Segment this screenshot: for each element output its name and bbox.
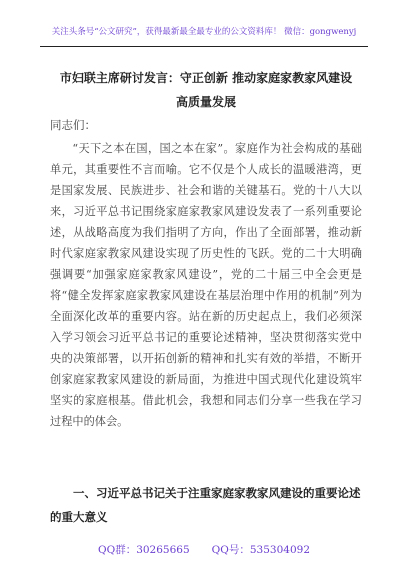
footer-contact: [0, 542, 408, 557]
header-divider: [40, 46, 368, 47]
footer-qq-number: QQ号：535304092: [211, 544, 310, 556]
salutation: 同志们：: [50, 118, 96, 132]
footer-qq-group: QQ群：30265665: [97, 544, 190, 556]
header-notice: 关注头条号“公文研究”，获得最新最全最专业的公文资料库！ 微信：gongwenyj: [51, 27, 357, 37]
body-paragraph: “天下之本在国，国之本在家”。家庭作为社会构成的基础单元，其重要性不言而喻。它不仅是个人成长的温暖港湾，更是国家发展、民族进步、社会和谐的关键基石。党的十八大以来，习近平总书记围绕家庭家教家风建设发表了一系列重要论述，从战略高度为我们指明了方向，作出了全面部署，推动新时代家庭家教家风建设实现了历史性的飞跃。党的二十大明确强调要“加强家庭家教家风建设”，党的二十届三中全会更是将“健全发挥家庭家教家风建设在基层治理中作用的机制”列为全面深化改革的重要内容。站在新的历史起点上，我们必须深入学习领会习近平总书记的重要论述精神，坚决贯彻落实党中央的决策部署，以开拓创新的精神和扎实有效的举措，不断开创家庭家教家风建设的新局面，为推进中国式现代化建设筑牢坚实的家庭根基。借此机会，我想和同志们分享一些我在学习过程中的体会。: [50, 142, 362, 428]
section-heading: 一、习近平总书记关于注重家庭家教家风建设的重要论述的重大意义: [50, 486, 361, 524]
document-title: 市妇联主席研讨发言：守正创新 推动家庭家教家风建设高质量发展: [59, 71, 353, 109]
